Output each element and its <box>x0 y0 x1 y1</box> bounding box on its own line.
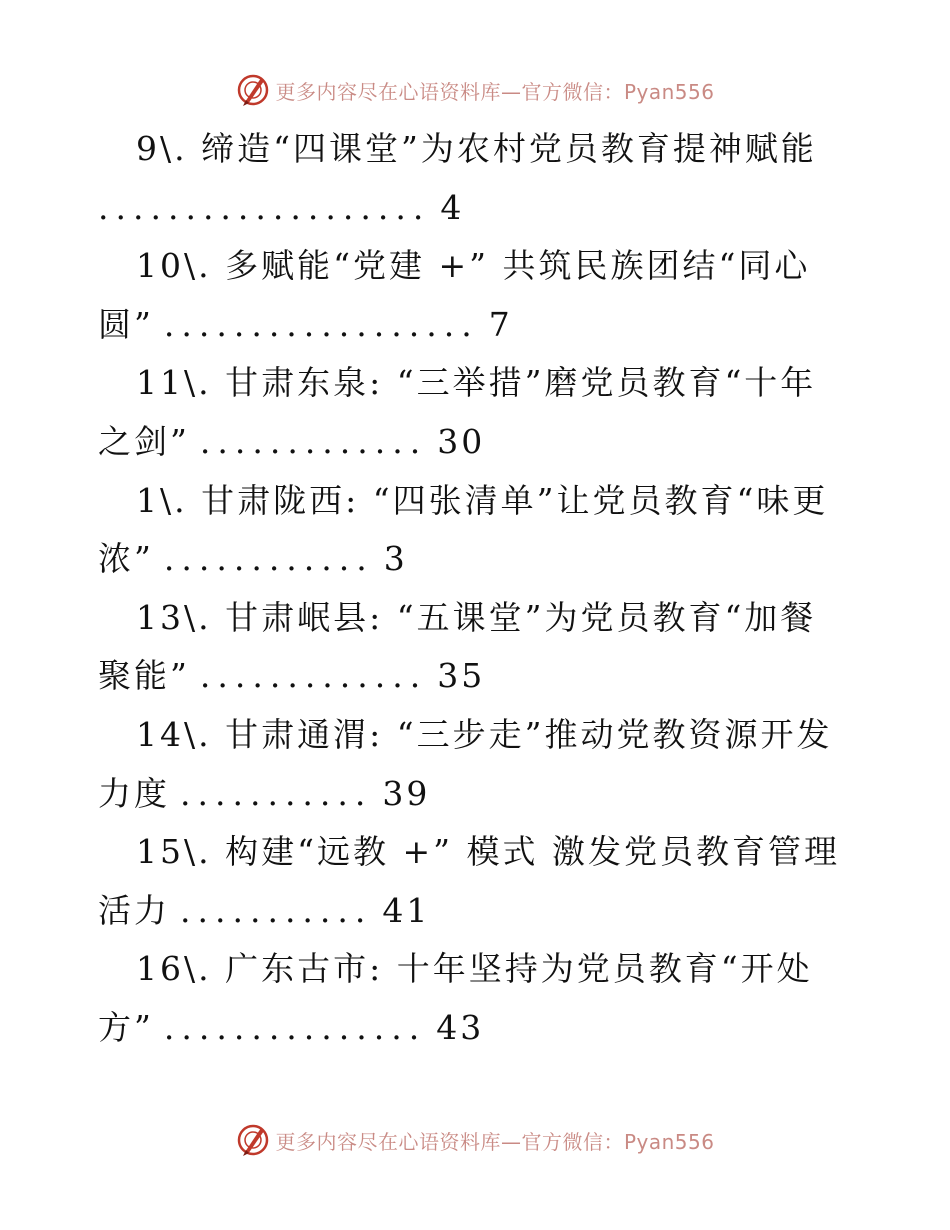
toc-entry[interactable] <box>98 354 878 471</box>
toc-entry[interactable] <box>98 589 878 706</box>
toc-page-number: 41 <box>382 890 431 930</box>
toc-entry[interactable] <box>98 706 878 823</box>
toc-entry-title-cont: 浓” <box>98 539 154 579</box>
toc-entry-title: 1\. 甘肃陇西: “四张清单”让党员教育“味更 <box>136 480 829 520</box>
toc-entry-title: 13\. 甘肃岷县: “五课堂”为党员教育“加餐 <box>136 597 817 637</box>
toc-entry[interactable] <box>98 120 878 237</box>
toc-entry-title: 14\. 甘肃通渭: “三步走”推动党教资源开发 <box>136 714 833 754</box>
toc-leader-dots: ............. <box>199 656 428 696</box>
toc-page-number: 4 <box>440 187 465 227</box>
toc-page-number: 30 <box>437 421 486 461</box>
toc-page-number: 3 <box>383 539 408 579</box>
table-of-contents <box>98 120 878 1058</box>
toc-entry[interactable] <box>98 472 878 589</box>
toc-page-number: 43 <box>436 1007 485 1047</box>
toc-leader-dots: ........... <box>180 890 373 930</box>
toc-entry-title: 16\. 广东古市: 十年坚持为党员教育“开处 <box>136 949 813 989</box>
toc-entry-title: 11\. 甘肃东泉: “三举措”磨党员教育“十年 <box>136 363 817 403</box>
toc-entry[interactable] <box>98 237 878 354</box>
toc-entry-title: 10\. 多赋能“党建 +” 共筑民族团结“同心 <box>136 246 811 286</box>
watermark-footer <box>0 1120 950 1160</box>
toc-entry-title-cont: 力度 <box>98 773 170 813</box>
watermark-text: 更多内容尽在心语资料库—官方微信：Pyan556 <box>275 79 715 104</box>
toc-entry-title-cont: 之剑” <box>98 421 190 461</box>
toc-page-number: 35 <box>437 656 486 696</box>
toc-entry[interactable] <box>98 940 878 1057</box>
toc-entry[interactable] <box>98 823 878 940</box>
toc-page-number: 7 <box>488 304 513 344</box>
watermark-text: 更多内容尽在心语资料库—官方微信：Pyan556 <box>275 1129 715 1154</box>
pen-logo-icon <box>235 1122 271 1158</box>
toc-page-number: 39 <box>382 773 431 813</box>
toc-leader-dots: ............ <box>163 539 374 579</box>
toc-entry-title: 9\. 缔造“四课堂”为农村党员教育提神赋能 <box>136 129 817 168</box>
toc-entry-title: 15\. 构建“远教 +” 模式 激发党员教育管理 <box>136 832 840 872</box>
toc-leader-dots: ............... <box>163 1007 427 1047</box>
toc-leader-dots: ............. <box>199 421 428 461</box>
toc-entry-title-cont: 活力 <box>98 890 170 930</box>
pen-logo-icon <box>235 72 271 108</box>
toc-leader-dots: .................. <box>163 304 479 344</box>
watermark-header <box>0 70 950 110</box>
toc-entry-title-cont: 方” <box>98 1007 154 1047</box>
toc-leader-dots: ................... <box>98 187 431 227</box>
toc-entry-title-cont: 圆” <box>98 304 154 344</box>
toc-entry-title-cont: 聚能” <box>98 656 190 696</box>
toc-leader-dots: ........... <box>180 773 373 813</box>
